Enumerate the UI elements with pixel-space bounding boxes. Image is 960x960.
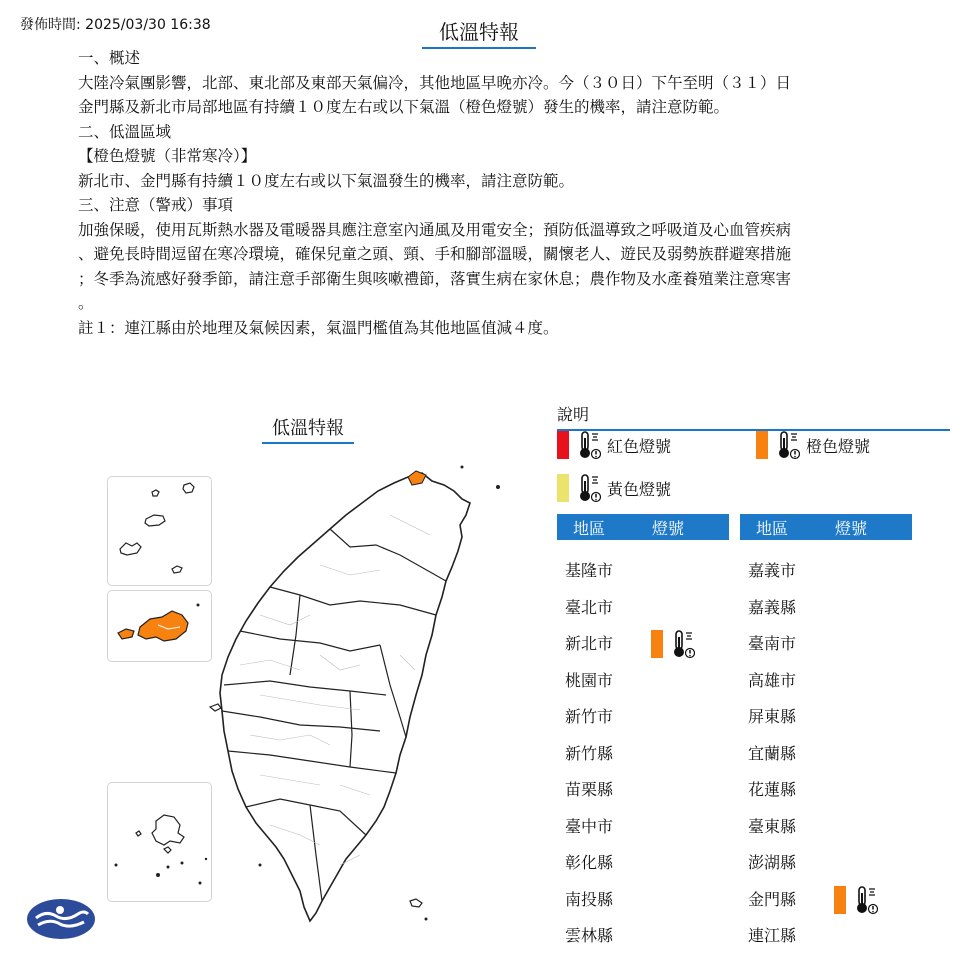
bulletin-line: 【橙色燈號（非常寒冷）】 (78, 147, 257, 165)
matsu-inset (107, 476, 212, 586)
cwa-logo (26, 898, 96, 940)
legend-title: 說明 (557, 402, 950, 431)
penghu-inset (107, 782, 212, 902)
region-name: 新竹市 (565, 707, 614, 726)
table-header-right (740, 514, 912, 540)
bulletin-line: 新北市、金門縣有持續１０度左右或以下氣溫發生的機率，請注意防範。 (78, 171, 575, 190)
region-name: 臺中市 (565, 816, 614, 836)
bulletin-line: 大陸冷氣團影響，北部、東北部及東部天氣偏冷，其他地區早晚亦冷。今（３０日）下午至明（３１）日 (78, 73, 792, 92)
taiwan-map (200, 455, 520, 935)
orange-label: 橙色燈號 (806, 436, 871, 456)
legend-yellow (557, 473, 671, 503)
bulletin-line: 三、注意（警戒）事項 (78, 196, 234, 214)
taiwan-outline (220, 473, 470, 921)
bulletin-line: ；冬季為流感好發季節，請注意手部衛生與咳嗽禮節，落實生病在家休息；農作物及水產養殖業注意寒害 (78, 269, 792, 288)
bulletin-line: 二、低溫區域 (78, 122, 172, 141)
region-name: 苗栗縣 (565, 780, 614, 799)
region-name: 臺東縣 (748, 816, 797, 836)
orange-swatch (834, 886, 846, 914)
bulletin-line: 。 (78, 294, 94, 312)
region-name: 嘉義市 (748, 561, 797, 580)
bulletin-line: 註１：連江縣由於地理及氣候因素，氣溫門檻值為其他地區值減４度。 (78, 318, 559, 337)
legend-red (557, 430, 671, 460)
region-name: 新竹縣 (565, 743, 614, 763)
thermometer-icon (852, 885, 878, 915)
region-name: 桃園市 (565, 670, 614, 690)
region-name: 雲林縣 (565, 926, 614, 945)
signal-indicator (651, 629, 695, 659)
bulletin-line: 加強保暖，使用瓦斯熱水器及電暖器具應注意室內通風及用電安全；預防低溫導致之呼吸道及心血管疾病 (78, 220, 792, 239)
col-region: 地區 (756, 518, 789, 538)
yellow-label: 黃色燈號 (607, 479, 672, 499)
bulletin-line: 一、概述 (78, 49, 141, 67)
region-name: 屏東縣 (748, 707, 797, 726)
red-swatch (557, 431, 569, 459)
region-name: 嘉義縣 (748, 597, 797, 617)
kinmen-islands-map (108, 591, 211, 661)
table-header-left (557, 514, 729, 540)
kinmen-inset (107, 590, 212, 662)
region-name: 澎湖縣 (748, 853, 797, 872)
penghu-islands-map (108, 783, 211, 901)
bulletin-text (78, 46, 878, 340)
legend-orange (756, 430, 870, 460)
region-name: 新北市 (565, 634, 614, 653)
region-name: 金門縣 (748, 889, 797, 909)
region-name: 花蓮縣 (748, 780, 797, 799)
region-name: 基隆市 (565, 561, 614, 580)
region-name: 南投縣 (565, 889, 614, 909)
region-name: 連江縣 (748, 926, 797, 945)
col-region: 地區 (573, 518, 606, 538)
yellow-swatch (557, 474, 569, 502)
bulletin-line: 、避免長時間逗留在寒冷環境，確保兒童之頭、頸、手和腳部溫暖，關懷老人、遊民及弱勢族群避寒措施 (78, 245, 792, 263)
region-name: 臺南市 (748, 634, 797, 653)
signal-indicator (834, 885, 878, 915)
thermometer-icon (575, 430, 601, 460)
matsu-islands-map (108, 477, 211, 585)
map-title: 低溫特報 (262, 414, 354, 444)
bulletin-line: 金門縣及新北市局部地區有持續１０度左右或以下氣溫（橙色燈號）發生的機率，請注意防範。 (78, 98, 730, 116)
region-name: 宜蘭縣 (748, 743, 797, 763)
orange-swatch (651, 630, 663, 658)
thermometer-icon (774, 430, 800, 460)
region-name: 彰化縣 (565, 853, 614, 872)
region-name: 高雄市 (748, 670, 797, 690)
issue-time: 發佈時間: 2025/03/30 16:38 (20, 17, 211, 33)
thermometer-icon (669, 629, 695, 659)
orange-swatch (756, 431, 768, 459)
page-title: 低溫特報 (422, 16, 536, 49)
region-name: 臺北市 (565, 597, 614, 617)
red-label: 紅色燈號 (607, 436, 672, 456)
col-signal: 燈號 (835, 518, 868, 538)
col-signal: 燈號 (652, 518, 685, 538)
thermometer-icon (575, 473, 601, 503)
